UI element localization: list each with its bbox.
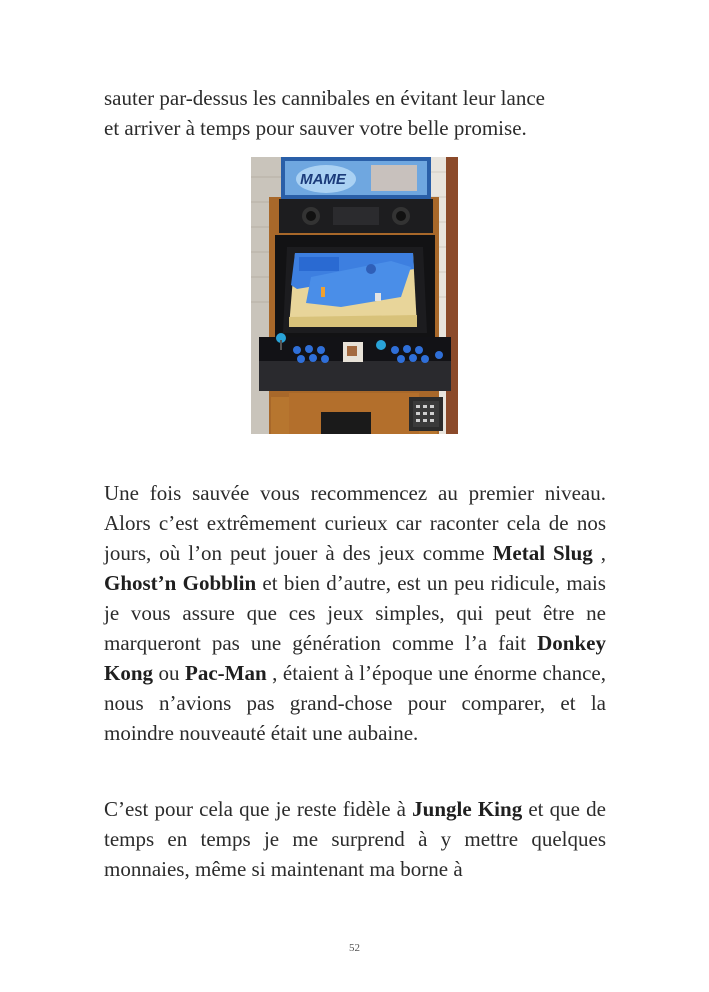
- game-title-pac-man: Pac-Man: [185, 661, 267, 685]
- intro-paragraph: [104, 83, 606, 143]
- body-paragraph-2: [104, 794, 606, 884]
- game-title-jungle-king: Jungle King: [412, 797, 523, 821]
- intro-line-1: sauter par-dessus les cannibales en évitant leur lance: [104, 86, 545, 110]
- paragraph-text: ou: [153, 661, 186, 685]
- page-number: 52: [349, 942, 360, 954]
- marquee-logo: MAME: [300, 171, 346, 188]
- paragraph-text: ,: [592, 541, 606, 565]
- game-title-ghostn-gobblin: Ghost’n Gobblin: [104, 571, 257, 595]
- body-paragraph-1: [104, 478, 606, 748]
- paragraph-text: et que de temps en temps je me surprend à y mettre quelques monnaies, même si maintenant ma borne à: [104, 797, 606, 881]
- paragraph-text: C’est pour cela que je reste fidèle à: [104, 797, 413, 821]
- arcade-cabinet-photo: [251, 157, 458, 434]
- game-title-metal-slug: Metal Slug: [492, 541, 593, 565]
- paragraph-text: Une fois sauvée vous recommencez au premier niveau. Alors c’est extrêmement curieux car raconter cela de nos jours, où l’on peut jouer à des jeux comme: [104, 481, 606, 565]
- paragraph-text: et bien d’autre, est un peu ridicule, mais je vous assure que ces jeux simples, qui peut être ne marqueront pas une génération comme l’a fait: [104, 571, 606, 655]
- intro-line-2: et arriver à temps pour sauver votre belle promise.: [104, 116, 527, 140]
- paragraph-text: , étaient à l’époque une énorme chance, nous n’avions pas grand-chose pour comparer, et la moindre nouveauté était une aubaine.: [104, 661, 606, 745]
- game-title-donkey-kong: Donkey Kong: [104, 631, 606, 685]
